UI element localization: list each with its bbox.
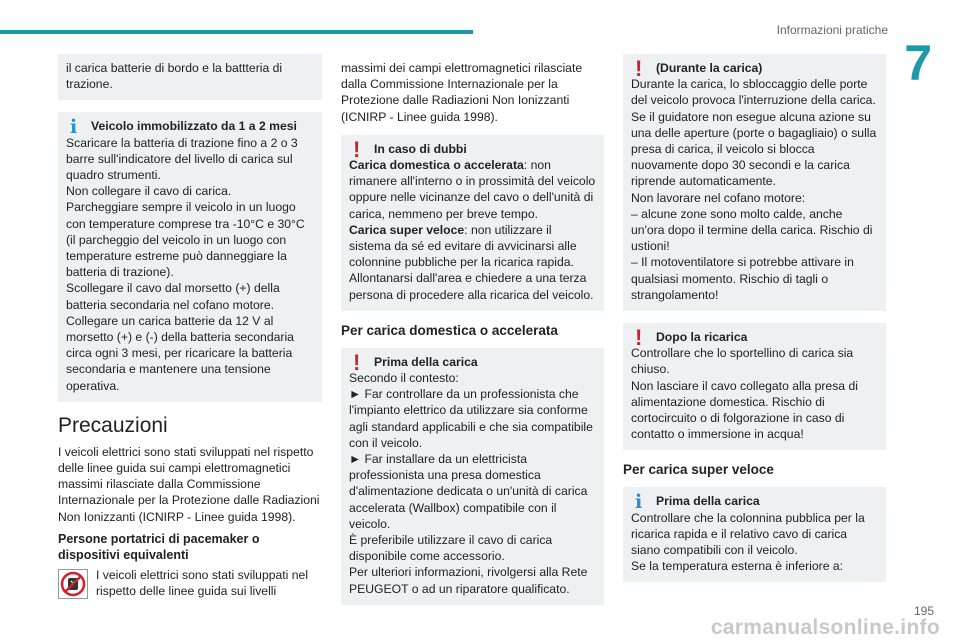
warning-line: ► Far installare da un elettricista professionista una presa domestica d'alimentazione dedicata o un'unità di carica accelerata (Wallbox) compatibile con il veicolo.: [349, 452, 588, 531]
warning-label: Carica domestica o accelerata: [349, 158, 524, 173]
info-icon: i: [70, 116, 78, 139]
note-text: il carica batterie di bordo e la battteria di trazione.: [66, 61, 283, 92]
warning-line: È preferibile utilizzare il cavo di carica disponibile come accessorio.: [349, 533, 553, 564]
warning-line: – Il motoventilatore si potrebbe attivare in qualsiasi momento. Rischio di tagli o strangolamento!: [631, 255, 854, 302]
warning-line: – alcune zone sono molto calde, anche un'ora dopo il termine della carica. Rischio di ustioni!: [631, 206, 873, 254]
column-1: [58, 54, 322, 601]
info-line: Controllare che la colonnina pubblica per la ricarica rapida e il relativo cavo di carica siano compatibili con il veicolo.: [631, 510, 865, 558]
watermark: carmanualsonline.info: [710, 616, 940, 639]
info-line: Parcheggiare sempre il veicolo in un luogo con temperature comprese tra -10°C e 30°C (il parcheggio del veicolo in un luogo con temperature estreme può danneggiare la batteria di trazione).: [66, 200, 305, 280]
column-3: [623, 54, 886, 594]
warning-line: Non lavorare nel cofano motore:: [631, 190, 806, 205]
warning-box-after-charging: [623, 323, 886, 450]
warning-line: Controllare che lo sportellino di carica sia chiuso.: [631, 346, 854, 377]
page-number: 195: [913, 604, 934, 618]
warning-box-title: Dopo la ricarica: [656, 330, 748, 345]
info-line: Scaricare la batteria di trazione fino a 2 o 3 barre sull'indicatore del livello di carica sul quadro strumenti.: [66, 135, 298, 183]
info-box-title: Veicolo immobilizzato da 1 a 2 mesi: [91, 119, 297, 134]
warning-box-title: In caso di dubbi: [374, 141, 467, 156]
pacemaker-heading: Persone portatrici di pacemaker o dispositivi equivalenti: [58, 531, 260, 562]
home-charging-heading: Per carica domestica o accelerata: [341, 322, 558, 338]
super-fast-charging-heading: Per carica super veloce: [623, 462, 774, 478]
warning-box-title: (Durante la carica): [656, 61, 763, 75]
warning-icon: !: [353, 349, 361, 375]
warning-line: Se il guidatore non esegue alcuna azione su una delle aperture (porte o bagagliaio) o sulla presa di carica, il veicolo si blocca nuovamente dopo 30 secondi e la carica riprende automaticamente.: [631, 109, 877, 189]
column-2: [341, 54, 604, 617]
info-line: Collegare un carica batterie da 12 V al morsetto (+) e (-) della batteria secondaria circa ogni 3 mesi, per ricaricare la batteria secondaria e mantenere una tensione operativa.: [66, 313, 294, 393]
note-box-continued: [58, 54, 322, 100]
precautions-intro: I veicoli elettrici sono stati sviluppati nel rispetto delle linee guida sui campi elettromagnetici massimi rilasciate dalla Commissione Internazionale per la Protezione dalle Radiazioni Non Ionizzanti (ICNIRP - Linee guida 1998).: [58, 444, 320, 524]
warning-box-in-doubt: [341, 135, 604, 311]
info-icon: i: [635, 491, 643, 514]
warning-text: : non rimanere all'interno o in prossimità del veicolo oppure nelle vicinanze del cavo o dell'unità di carica, nemmeno per breve tempo.: [349, 158, 596, 221]
warning-line: Per ulteriori informazioni, rivolgersi alla Rete PEUGEOT o ad un riparatore qualificato.: [349, 565, 588, 596]
warning-line: Secondo il contesto:: [349, 371, 459, 386]
pacemaker-text: I veicoli elettrici sono stati sviluppati nel rispetto delle linee guida sui livelli: [96, 567, 309, 599]
warning-icon: !: [635, 325, 643, 351]
warning-icon: !: [353, 136, 361, 162]
info-line: Non collegare il cavo di carica.: [66, 184, 232, 199]
warning-icon: !: [635, 56, 643, 81]
pacemaker-warning: [58, 567, 322, 601]
continued-text: massimi dei campi elettromagnetici rilasciate dalla Commissione Internazionale per la Protezione dalle Radiazioni Non Ionizzanti (ICNIRP - Linee guida 1998).: [341, 61, 583, 124]
warning-paragraph: [349, 222, 596, 303]
pacemaker-prohibited-icon: [58, 569, 88, 599]
info-box-title: Prima della carica: [656, 494, 760, 509]
warning-box-during-charging: [623, 54, 886, 311]
section-title: Informazioni pratiche: [776, 23, 888, 37]
warning-box-title: Prima della carica: [374, 354, 478, 369]
info-box-before-fast-charging: [623, 487, 886, 582]
info-line: Scollegare il cavo dal morsetto (+) della batteria secondaria nel cofano motore.: [66, 281, 280, 312]
precautions-heading: Precauzioni: [58, 413, 168, 437]
warning-box-before-charging: [341, 348, 604, 605]
warning-line: ► Far controllare da un professionista che l'impianto elettrico da utilizzare sia conforme agli standard applicabili e che sia compatibile con il veicolo.: [349, 387, 593, 450]
warning-line: Non lasciare il cavo collegato alla presa di alimentazione domestica. Rischio di cortocircuito o di folgorazione in caso di contatto o immersione in acqua!: [631, 378, 858, 442]
warning-paragraph: [349, 157, 596, 222]
header-accent-bar: [0, 30, 473, 34]
warning-text: : non utilizzare il sistema da sé ed evitare di avvicinarsi alle colonnine pubbliche per la ricarica rapida. Allontanarsi dall'area e chiedere a una terza persona di procedere alla ricarica del veicolo.: [349, 222, 594, 302]
info-line: Se la temperatura esterna è inferiore a:: [631, 559, 844, 574]
chapter-number: 7: [904, 35, 932, 91]
warning-line: Durante la carica, lo sbloccaggio delle porte del veicolo provoca l'interruzione della carica.: [631, 77, 876, 108]
info-box-vehicle-immobilized: [58, 112, 322, 401]
warning-label: Carica super veloce: [349, 222, 465, 237]
